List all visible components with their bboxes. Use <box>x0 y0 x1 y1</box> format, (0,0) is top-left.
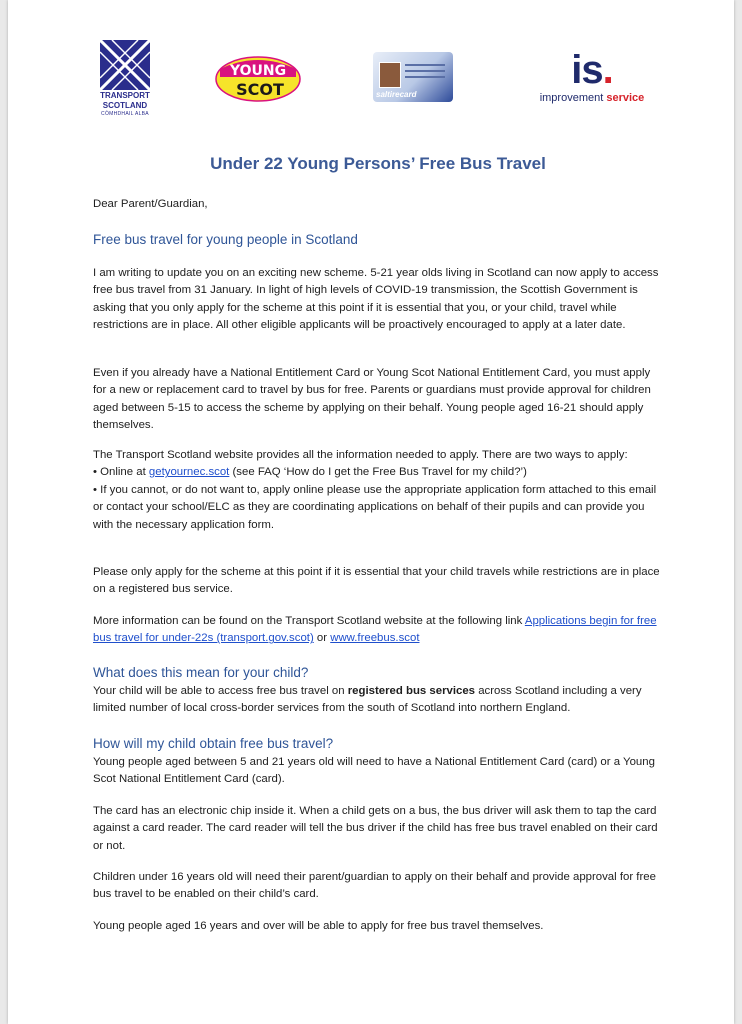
young-scot-logo <box>214 55 302 103</box>
improvement-word: improvement <box>539 92 604 104</box>
improvement-service-logo <box>532 50 652 112</box>
is-letters: is <box>571 48 603 92</box>
transport-scotland-mark <box>100 40 150 90</box>
registered-prefix: Your child will be able to access free bus travel on <box>93 685 348 697</box>
service-word: service <box>606 92 645 104</box>
paragraph-entitlement-card: Even if you already have a National Entitlement Card or Young Scot National Entitlement Card, you must apply for a new or replacement card to travel by bus for free. Parents or guardians must provide approval for children aged between 5-15 to access the scheme by applying on their behalf. Young people aged 16-21 should apply themselves. <box>93 367 651 432</box>
apply-intro: The Transport Scotland website provides all the information needed to apply. There are two ways to apply: <box>93 449 628 461</box>
getyournec-link[interactable]: getyournec.scot <box>148 466 230 479</box>
more-info-prefix: More information can be found on the Transport Scotland website at the following link <box>93 615 525 627</box>
paragraph-under-16: Children under 16 years old will need their parent/guardian to apply on their behalf and provide approval for free bus travel to be enabled on their child’s card. <box>93 871 656 901</box>
young-scot-line2: SCOT <box>236 80 284 99</box>
transport-scotland-line2: SCOTLAND <box>102 101 148 110</box>
bullet-paper-form: • If you cannot, or do not want to, apply online please use the appropriate application form attached to this email or contact your school/ELC as they are coordinating applications on behalf of their pupils and can provide you with the necessary application form. <box>93 483 657 531</box>
bullet-online-suffix: (see FAQ ‘How do I get the Free Bus Travel for my child?’) <box>229 466 527 479</box>
improvement-service-name <box>532 92 652 104</box>
is-dot: . <box>602 48 613 92</box>
document-page <box>8 0 734 1024</box>
logo-bar <box>8 0 734 130</box>
improvement-service-mark <box>532 50 652 90</box>
more-info-middle: or <box>313 632 331 645</box>
section-heading-free-bus-travel: Free bus travel for young people in Scotland <box>93 232 358 247</box>
salutation: Dear Parent/Guardian, <box>93 198 208 210</box>
card-text-lines <box>405 64 445 82</box>
freebus-link[interactable]: www.freebus.scot <box>330 632 420 645</box>
section-heading-what-it-means: What does this mean for your child? <box>93 665 309 680</box>
transport-scotland-logo <box>93 40 157 120</box>
paragraph-intro: I am writing to update you on an exciting new scheme. 5-21 year olds living in Scotland can now apply to access free bus travel from 31 January. In light of high levels of COVID-19 transmission, the Scottish Government is asking that you only apply for the scheme at this point if it is essential that you, or your child, travel while restrictions are in place. All other eligible applicants will be proactively encouraged to apply at a later date. <box>93 267 659 332</box>
registered-bus-services: registered bus services <box>347 685 476 697</box>
paragraph-more-info <box>93 613 663 648</box>
paragraph-registered-services <box>93 683 663 718</box>
card-photo <box>379 62 401 88</box>
transport-scotland-sub: CÒMHDHAIL ALBA <box>101 111 149 117</box>
paragraph-essential-only: Please only apply for the scheme at this point if it is essential that your child travels while restrictions are in place on a registered bus service. <box>93 566 660 596</box>
young-scot-line1: YOUNG <box>229 63 287 79</box>
paragraph-16-and-over: Young people aged 16 years and over will be able to apply for free bus travel themselves. <box>93 920 544 932</box>
paragraph-how-to-apply <box>93 447 663 534</box>
section-heading-how-to-obtain: How will my child obtain free bus travel? <box>93 736 334 751</box>
transport-gov-link[interactable]: Applications begin for free bus travel for under-22s (transport.gov.scot) <box>93 615 657 645</box>
registered-suffix: across Scotland including a very limited number of local cross-border services from the south of Scotland into northern England. <box>93 685 642 715</box>
paragraph-card-chip: The card has an electronic chip inside it. When a child gets on a bus, the bus driver will ask them to tap the card against a card reader. The card reader will tell the bus driver if the child has free bus travel enabled on their card or not. <box>93 805 658 852</box>
bullet-online-prefix: • Online at <box>93 466 149 479</box>
saltire-card-logo <box>373 52 453 102</box>
page-title: Under 22 Young Persons’ Free Bus Travel <box>210 154 546 173</box>
paragraph-card-requirement: Young people aged between 5 and 21 years old will need to have a National Entitlement Card (card) or a Young Scot National Entitlement Card (card). <box>93 756 655 786</box>
saltire-card-label: saltirecard <box>376 90 417 99</box>
transport-scotland-line1: TRANSPORT <box>100 91 150 100</box>
